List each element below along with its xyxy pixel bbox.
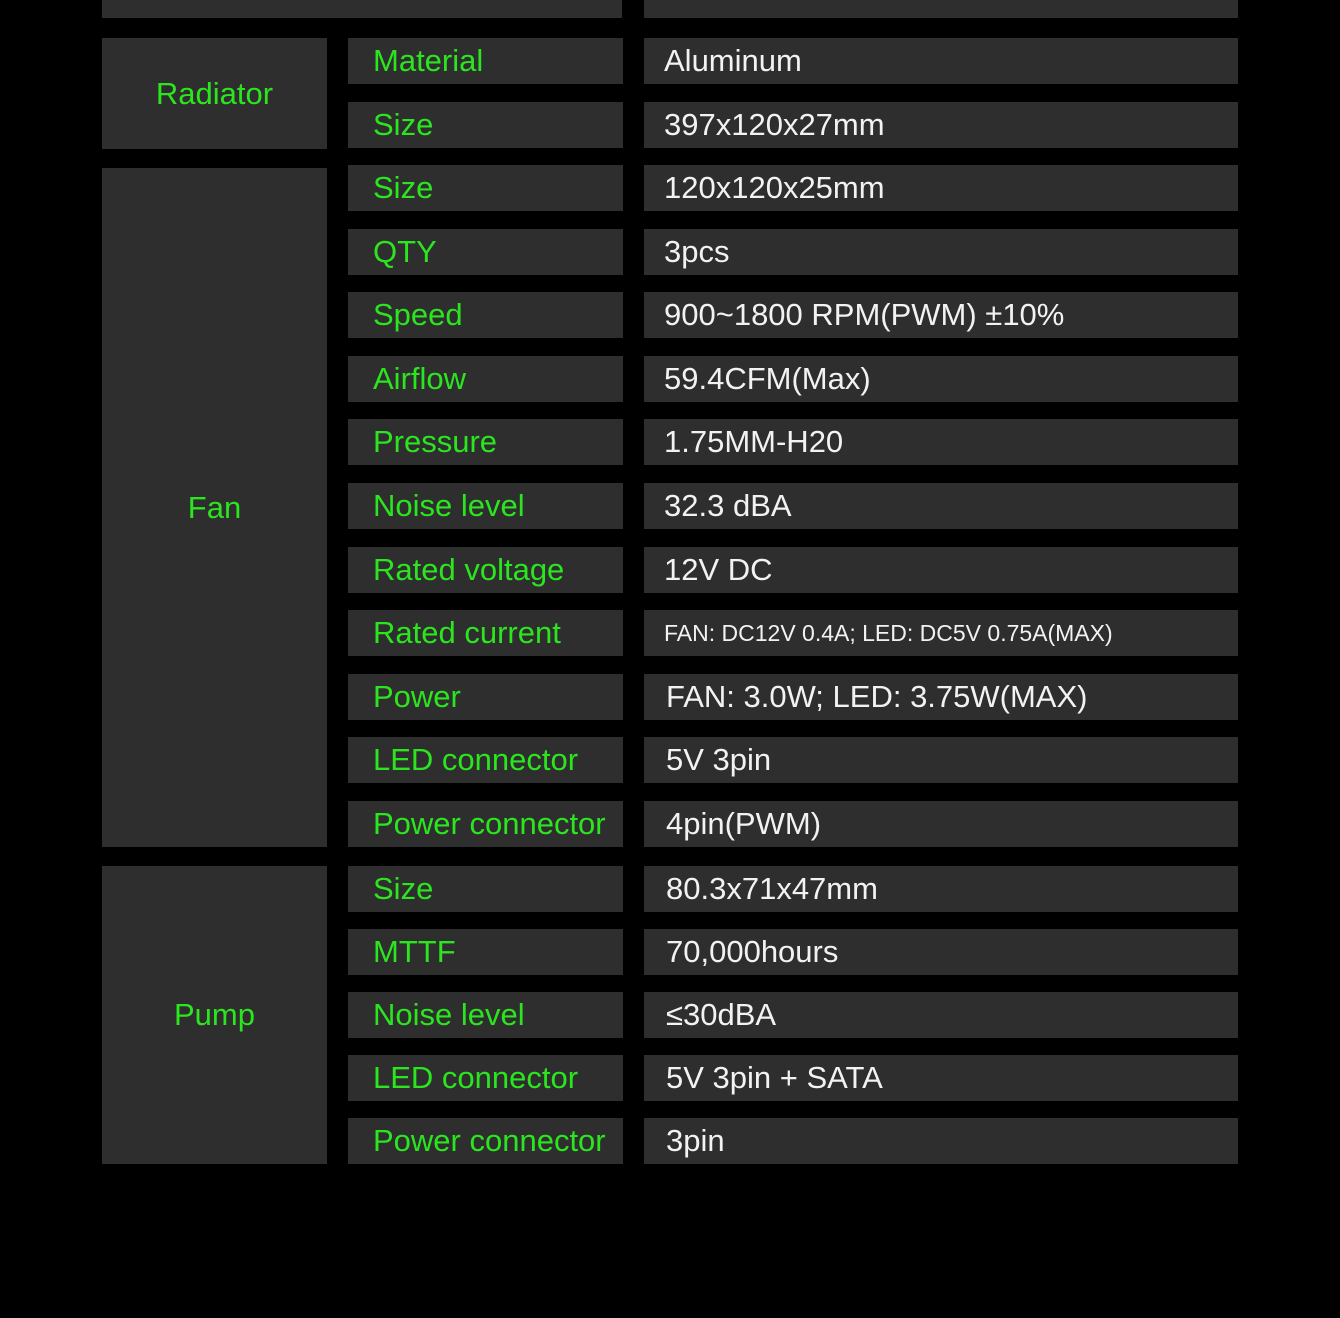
fan-power-connector-value: 4pin(PWM) (644, 801, 1238, 847)
fan-size-label: Size (348, 165, 623, 211)
pump-size-value: 80.3x71x47mm (644, 866, 1238, 912)
fan-led-connector-label: LED connector (348, 737, 623, 783)
fan-qty-label: QTY (348, 229, 623, 275)
fan-power-connector-label: Power connector (348, 801, 623, 847)
fan-size-value: 120x120x25mm (644, 165, 1238, 211)
group-fan: Fan (102, 168, 327, 847)
fan-pressure-label: Pressure (348, 419, 623, 465)
fan-rated-voltage-value: 12V DC (644, 547, 1238, 593)
fan-noise-level-label: Noise level (348, 483, 623, 529)
radiator-material-value: Aluminum (644, 38, 1238, 84)
fan-noise-level-value: 32.3 dBA (644, 483, 1238, 529)
fan-rated-voltage-label: Rated voltage (348, 547, 623, 593)
pump-mttf-label: MTTF (348, 929, 623, 975)
fan-power-label: Power (348, 674, 623, 720)
fan-qty-value: 3pcs (644, 229, 1238, 275)
fan-rated-current-label: Rated current (348, 610, 623, 656)
pump-mttf-value: 70,000hours (644, 929, 1238, 975)
radiator-material-label: Material (348, 38, 623, 84)
pump-size-label: Size (348, 866, 623, 912)
pump-power-connector-label: Power connector (348, 1118, 623, 1164)
fan-rated-current-value: FAN: DC12V 0.4A; LED: DC5V 0.75A(MAX) (644, 610, 1238, 656)
pump-power-connector-value: 3pin (644, 1118, 1238, 1164)
pump-led-connector-label: LED connector (348, 1055, 623, 1101)
fan-speed-label: Speed (348, 292, 623, 338)
pump-noise-level-label: Noise level (348, 992, 623, 1038)
fan-led-connector-value: 5V 3pin (644, 737, 1238, 783)
fan-power-value: FAN: 3.0W; LED: 3.75W(MAX) (644, 674, 1238, 720)
top-partial-value-cell (644, 0, 1238, 18)
fan-airflow-value: 59.4CFM(Max) (644, 356, 1238, 402)
top-partial-label-cell (102, 0, 622, 18)
pump-led-connector-value: 5V 3pin + SATA (644, 1055, 1238, 1101)
pump-noise-level-value: ≤30dBA (644, 992, 1238, 1038)
radiator-size-value: 397x120x27mm (644, 102, 1238, 148)
fan-airflow-label: Airflow (348, 356, 623, 402)
group-pump: Pump (102, 866, 327, 1164)
fan-pressure-value: 1.75MM-H20 (644, 419, 1238, 465)
radiator-size-label: Size (348, 102, 623, 148)
group-radiator: Radiator (102, 38, 327, 149)
fan-speed-value: 900~1800 RPM(PWM) ±10% (644, 292, 1238, 338)
